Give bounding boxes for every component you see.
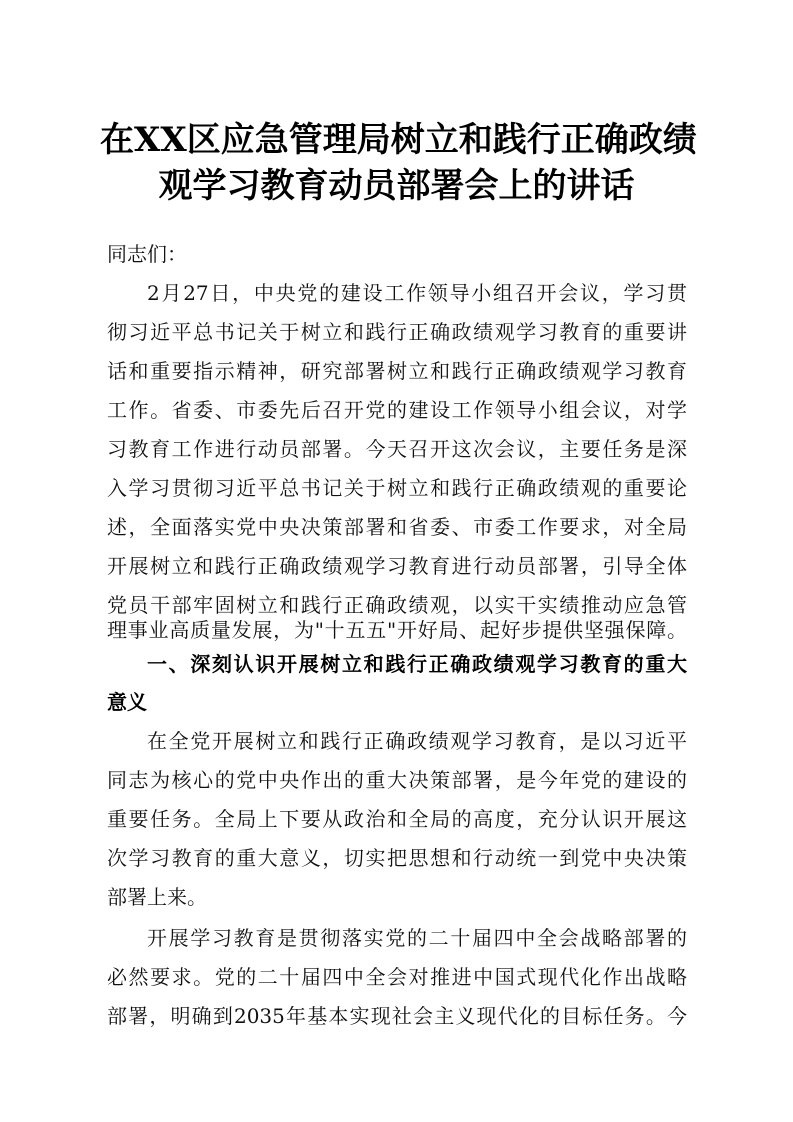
- paragraph-line: 同志为核心的党中央作出的重大决策部署，是今年党的建设的: [107, 768, 687, 792]
- document-title-line-2: 观学习教育动员部署会上的讲话: [158, 166, 635, 206]
- paragraph-line: 述，全面落实党中央决策部署和省委、市委工作要求，对全局: [107, 515, 687, 539]
- paragraph-line: 习教育工作进行动员部署。今天召开这次会议，主要任务是深: [107, 437, 687, 461]
- document-title-line-1: 在XX区应急管理局树立和践行正确政绩: [100, 120, 697, 160]
- paragraph-line: 部署上来。: [107, 885, 207, 909]
- paragraph-line: 必然要求。党的二十届四中全会对推进中国式现代化作出战略: [107, 965, 687, 989]
- paragraph-line: 次学习教育的重大意义，切实把思想和行动统一到党中央决策: [107, 846, 687, 870]
- paragraph-line: 入学习贯彻习近平总书记关于树立和践行正确政绩观的重要论: [107, 476, 687, 500]
- paragraph-line: 部署，明确到2035年基本实现社会主义现代化的目标任务。今: [107, 1004, 687, 1028]
- paragraph-line: 重要任务。全局上下要从政治和全局的高度，充分认识开展这: [107, 807, 687, 831]
- paragraph-line: 在全党开展树立和践行正确政绩观学习教育，是以习近平: [147, 729, 687, 753]
- paragraph-line: 党员干部牢固树立和践行正确政绩观，以实干实绩推动应急管: [107, 593, 687, 617]
- paragraph-line: 开展树立和践行正确政绩观学习教育进行动员部署，引导全体: [107, 554, 687, 578]
- paragraph-line: 2月27日，中央党的建设工作领导小组召开会议，学习贯: [147, 281, 687, 305]
- paragraph-line: 工作。省委、市委先后召开党的建设工作领导小组会议，对学: [107, 398, 687, 422]
- paragraph-line: 开展学习教育是贯彻落实党的二十届四中全会战略部署的: [147, 926, 687, 950]
- paragraph-line: 彻习近平总书记关于树立和践行正确政绩观学习教育的重要讲: [107, 320, 687, 344]
- salutation: 同志们：: [107, 242, 187, 266]
- section-heading-line-1: 一、深刻认识开展树立和践行正确政绩观学习教育的重大: [147, 652, 687, 676]
- section-heading-line-2: 意义: [107, 690, 147, 714]
- paragraph-line: 理事业高质量发展，为"十五五"开好局、起好步提供坚强保障。: [107, 618, 687, 642]
- paragraph-line: 话和重要指示精神，研究部署树立和践行正确政绩观学习教育: [107, 359, 687, 383]
